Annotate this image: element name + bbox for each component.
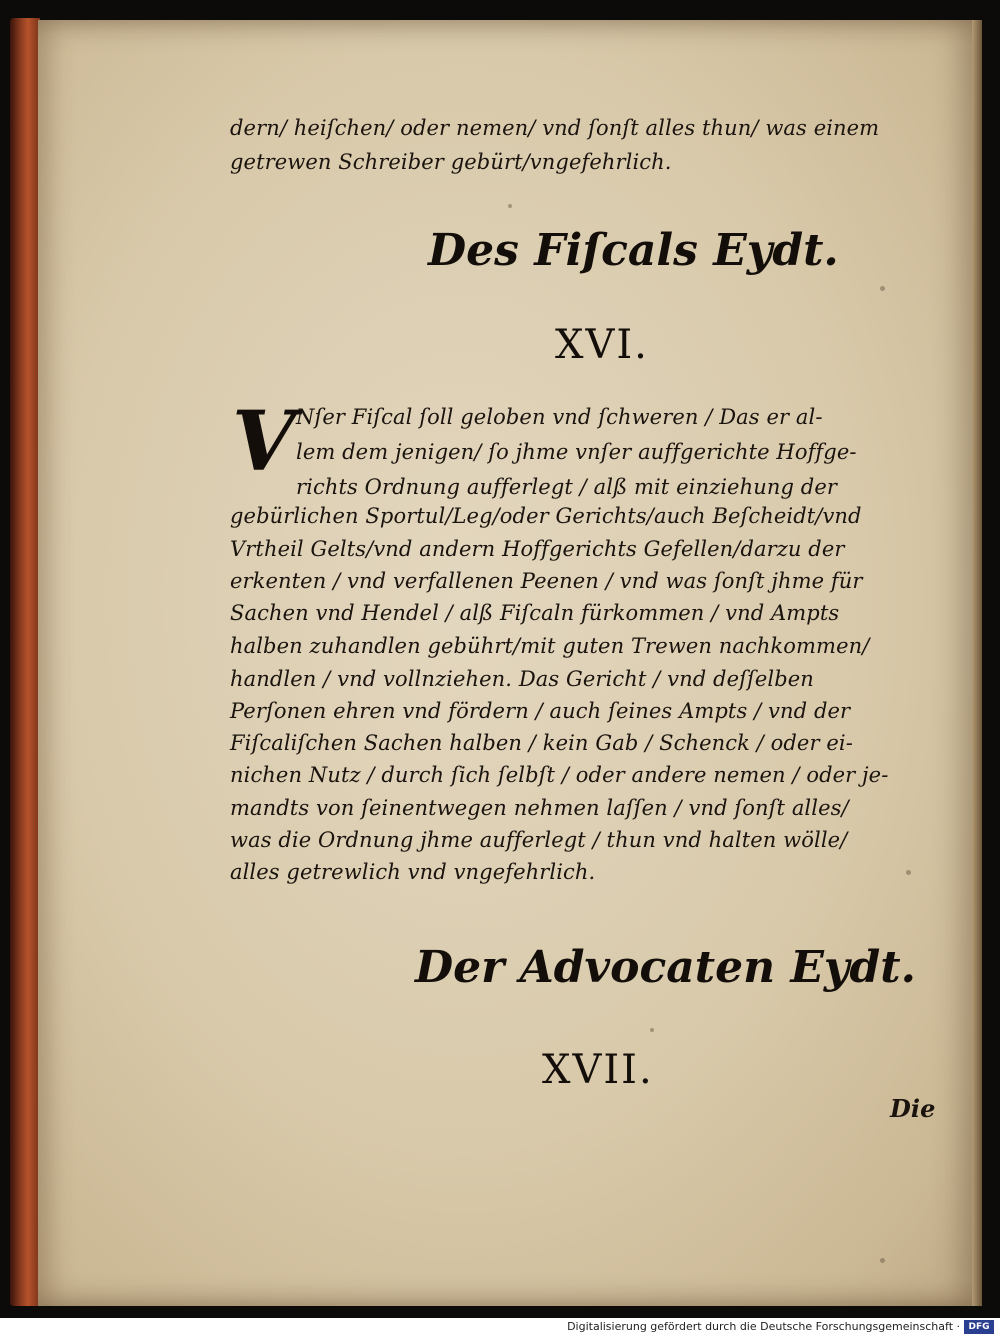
footer-credit: Digitalisierung gefördert durch die Deutsche Forschungsgemeinschaft · <box>567 1320 960 1333</box>
section-numeral-xvi: XVI. <box>555 322 649 368</box>
digitization-footer <box>0 1318 1000 1337</box>
paragraph-line-2: lem dem jenigen/ ſo jhme vnſer auffgerichte Hoffge- <box>296 440 857 464</box>
paper-speck <box>880 286 885 291</box>
book-edge <box>10 18 40 1306</box>
paragraph-line-15: alles getrewlich vnd vngefehrlich. <box>230 860 596 884</box>
paragraph-line-4: gebürlichen Sportul/Leg/oder Gerichts/auch Beſcheidt/vnd <box>230 504 862 528</box>
paragraph-line-12: nichen Nutz / durch ſich ſelbſt / oder andere nemen / oder je- <box>230 763 889 787</box>
page-gutter-shadow <box>972 20 982 1306</box>
paragraph-line-1: Nſer Fiſcal ſoll geloben vnd ſchweren / Das er al- <box>296 405 823 429</box>
drop-initial: V <box>232 394 296 490</box>
paragraph-line-7: Sachen vnd Hendel / alß Fiſcaln fürkommen / vnd Ampts <box>230 601 840 625</box>
book-page <box>38 20 982 1306</box>
paragraph-line-3: richts Ordnung aufferlegt / alß mit einziehung der <box>296 475 837 499</box>
top-line-2: getrewen Schreiber gebürt/vngefehrlich. <box>230 150 672 174</box>
paper-speck <box>508 204 512 208</box>
paragraph-line-14: was die Ordnung jhme aufferlegt / thun vnd halten wölle/ <box>230 828 848 852</box>
paragraph-line-10: Perſonen ehren vnd fördern / auch ſeines Ampts / vnd der <box>230 699 851 723</box>
paragraph-line-6: erkenten / vnd verfallenen Peenen / vnd was ſonſt jhme für <box>230 569 863 593</box>
paper-speck <box>906 870 911 875</box>
paper-speck <box>650 1028 654 1032</box>
section-heading-advocates: Der Advocaten Eydt. <box>415 942 916 993</box>
section-numeral-xvii: XVII. <box>542 1047 654 1093</box>
catchword: Die <box>890 1094 936 1123</box>
paragraph-line-5: Vrtheil Gelts/vnd andern Hoffgerichts Gefellen/darzu der <box>230 537 845 561</box>
paragraph-line-13: mandts von ſeinentwegen nehmen laſſen / vnd ſonſt alles/ <box>230 796 849 820</box>
top-line-1: dern/ heiſchen/ oder nemen/ vnd ſonſt alles thun/ was einem <box>230 116 880 140</box>
section-heading-fiscal: Des Fiſcals Eydt. <box>428 225 839 276</box>
dfg-logo-icon: DFG <box>964 1320 994 1334</box>
paragraph-line-9: handlen / vnd vollnziehen. Das Gericht / vnd deſſelben <box>230 667 814 691</box>
paper-speck <box>880 1258 885 1263</box>
paragraph-line-11: Fiſcaliſchen Sachen halben / kein Gab / Schenck / oder ei- <box>230 731 853 755</box>
paragraph-line-8: halben zuhandlen gebührt/mit guten Trewen nachkommen/ <box>230 634 870 658</box>
